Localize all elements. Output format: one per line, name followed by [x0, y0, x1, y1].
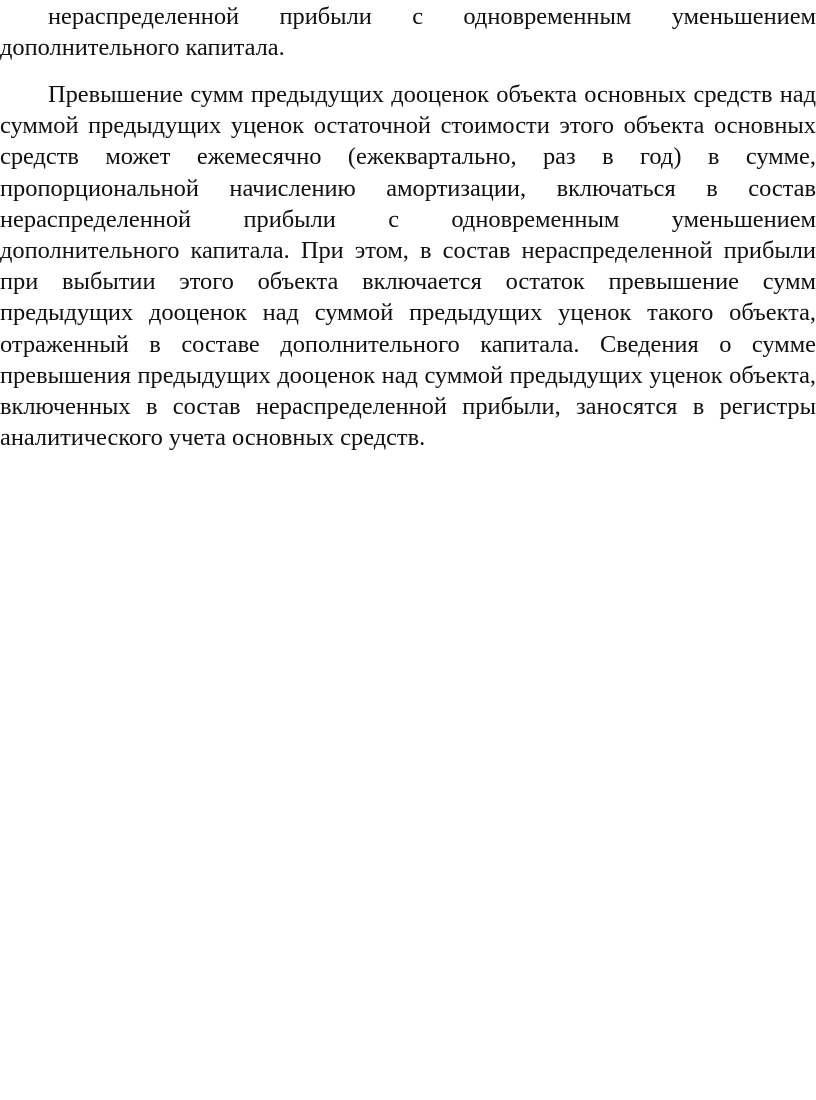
paragraph-continuation: нераспределенной прибыли с одновременным уменьшением дополнительного капитала. — [0, 3, 816, 62]
paragraph-revaluation-excess: Превышение сумм предыдущих дооценок объекта основных средств над суммой предыдущих уценок остаточной стоимости этого объекта основных средств может ежемесячно (ежеквартально, раз в год) в сумме, пропорциональной начислению амортизации, включаться в состав нераспределенной прибыли с одновременным уменьшением дополнительного капитала. При этом, в состав нераспределенной прибыли при выбытии этого объекта включается остаток превышение сумм предыдущих дооценок над суммой предыдущих уценок такого объекта, отраженный в составе дополнительного капитала. Сведения о сумме превышения предыдущих дооценок над суммой предыдущих уценок объекта, включенных в состав нераспределенной прибыли, заносятся в регистры аналитического учета основных средств. — [0, 81, 816, 452]
